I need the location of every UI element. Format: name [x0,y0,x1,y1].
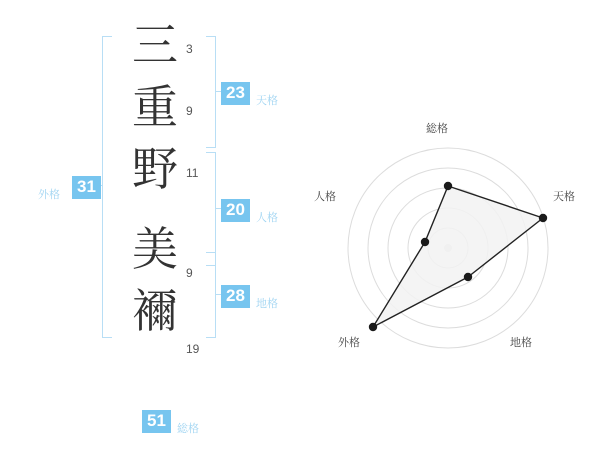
badge-jinkaku-label: 人格 [256,211,278,224]
axis-label-gaikaku: 外格 [338,336,360,349]
axis-label-tenkaku: 天格 [553,190,575,203]
stroke-count: 9 [186,266,193,280]
stroke-count: 19 [186,342,200,356]
axis-label-soukaku: 総格 [426,122,448,135]
stroke-count: 11 [186,166,199,180]
badge-chikaku-label: 地格 [256,297,278,310]
badge-tenkaku-label: 天格 [256,94,278,107]
radar-data-polygon [373,186,543,327]
name-panel [0,0,300,470]
stroke-count: 3 [186,42,193,56]
badge-jinkaku-value: 20 [221,199,250,222]
kanji-char: 三 [132,18,178,72]
badge-soukaku-value: 51 [142,410,171,433]
kanji-char: 野 [132,142,178,196]
badge-soukaku-label: 総格 [177,422,199,435]
badge-chikaku-value: 28 [221,285,250,308]
kanji-char: 重 [132,80,178,134]
axis-label-chikaku: 地格 [510,336,532,349]
badge-gaikaku-label: 外格 [38,188,60,201]
axis-label-jinkaku: 人格 [314,190,336,203]
radar-chart-svg [300,0,600,470]
bracket-gaikaku [102,36,112,338]
kanji-char: 美 [132,222,178,276]
kanji-column [126,14,184,342]
badge-gaikaku-value: 31 [72,176,101,199]
bracket-chikaku [206,252,216,338]
bracket-tenkaku [206,36,216,148]
bracket-jinkaku [206,152,216,266]
kanji-char: 襧 [132,284,178,338]
stroke-count: 9 [186,104,193,118]
radar-chart-panel [300,0,600,470]
badge-tenkaku-value: 23 [221,82,250,105]
